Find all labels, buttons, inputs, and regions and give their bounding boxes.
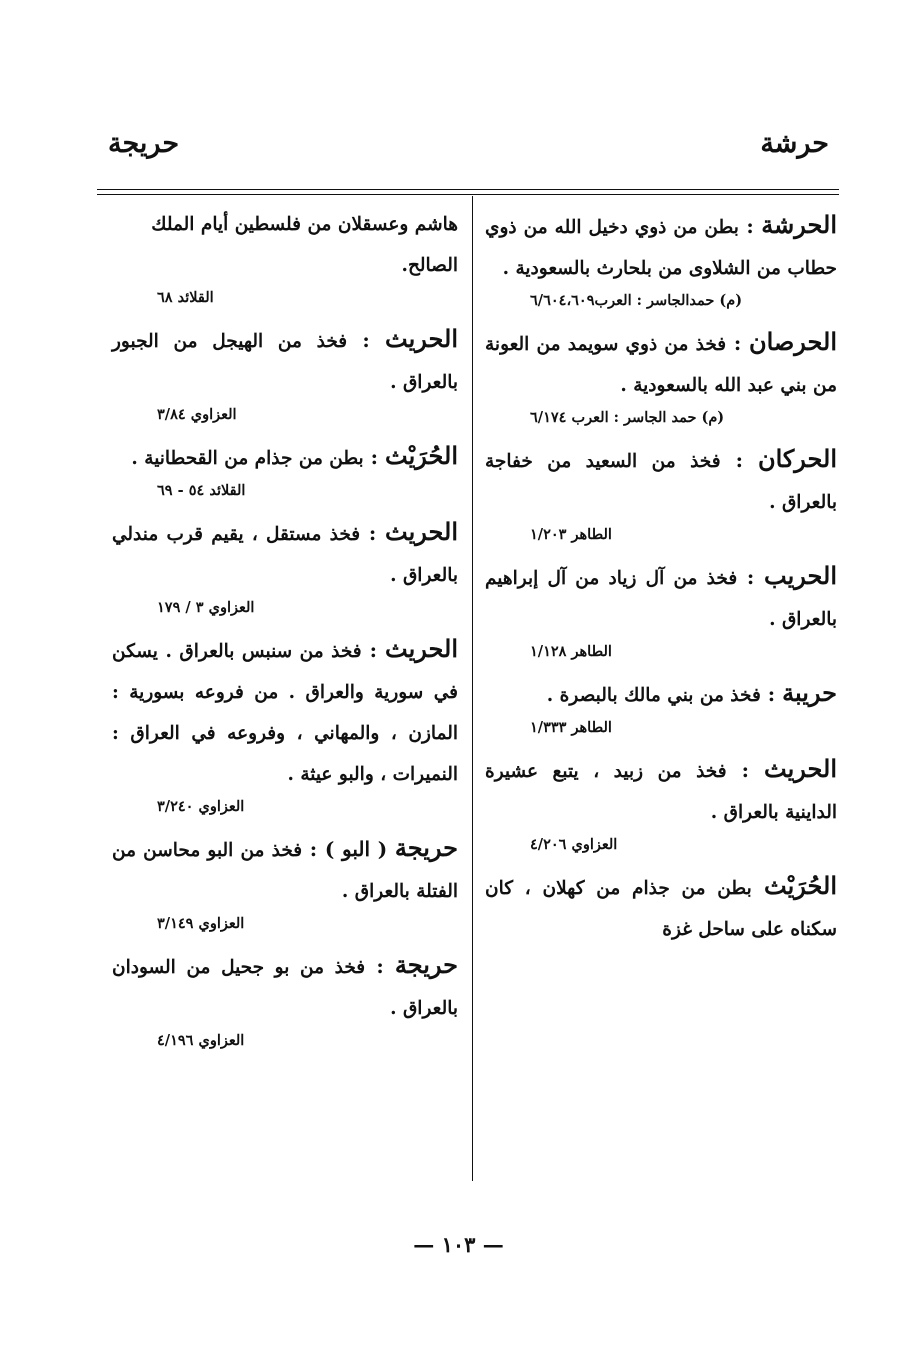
header-left-word: حريجة xyxy=(108,128,180,159)
entry xyxy=(485,321,837,432)
entry-body: بطن من ذوي دخيل الله من ذوي حطاب من الشلاوى من بلحارث بالسعودية . xyxy=(485,217,837,279)
entry-text xyxy=(485,555,837,640)
entry-source: العزاوي ٤/١٩٦ xyxy=(157,1032,245,1049)
entry-headword: الحرشة xyxy=(761,210,837,239)
header-rule-thin xyxy=(97,194,839,195)
entry-separator: : xyxy=(726,758,765,782)
entry-separator: : xyxy=(361,638,386,662)
entry-source: العزاوي ٣/٨٤ xyxy=(157,406,237,423)
entry-headword: حريجة xyxy=(394,950,458,979)
entry-source: العزاوي ٣ / ١٧٩ xyxy=(157,599,255,616)
entry-source: الطاهر ١/١٢٨ xyxy=(530,643,612,660)
header-right-word: حرشة xyxy=(760,128,829,159)
entry-body: فخذ مستقل ، يقيم قرب مندلي بالعراق . xyxy=(112,524,458,586)
entry-text xyxy=(485,748,837,833)
entry-headword: الحُرَيْث xyxy=(385,441,458,470)
entry-text xyxy=(112,944,458,1029)
entry-body: فخذ من بني مالك بالبصرة . xyxy=(546,685,761,706)
entry-text xyxy=(112,827,458,912)
entry-source: (م) حمدالجاسر : العرب٦/٦٠٤،٦٠٩ xyxy=(530,292,743,309)
entry-separator: : xyxy=(760,682,783,706)
entry-separator: : xyxy=(363,445,386,469)
entry-text xyxy=(485,321,837,406)
entry-text xyxy=(112,435,458,479)
entry-text xyxy=(112,318,458,403)
entry xyxy=(485,748,837,859)
entry-headword: الحريث xyxy=(764,754,837,783)
entry-text xyxy=(485,865,837,950)
entry-headword: الحريث xyxy=(385,517,459,546)
entry-source: العزاوي ٤/٢٠٦ xyxy=(530,836,618,853)
entry-source: القلائد ٦٨ xyxy=(157,289,214,306)
entry-source: الطاهر ١/٢٠٣ xyxy=(530,526,612,543)
entry xyxy=(112,827,458,938)
entry-headword: الحرصان xyxy=(748,327,838,356)
entry-separator: : xyxy=(737,565,765,589)
entry xyxy=(112,511,458,622)
entry-source: الطاهر ١/٣٣٣ xyxy=(530,719,612,736)
left-column xyxy=(112,204,458,1061)
entry-text xyxy=(112,628,458,795)
entry-text xyxy=(485,438,837,523)
entry-headword: الحريب xyxy=(764,561,837,590)
entry-text xyxy=(485,204,837,289)
entry xyxy=(485,438,837,549)
entry-text xyxy=(112,511,458,596)
entry xyxy=(112,435,458,505)
entry-body: فخذ من بو جحيل من السودان بالعراق . xyxy=(112,957,458,1019)
header-rule xyxy=(97,189,839,190)
entry-body: فخذ من آل زياد من آل إبراهيم بالعراق . xyxy=(485,568,837,630)
entry-body: فخذ من السعيد من خفاجة بالعراق . xyxy=(485,451,837,513)
entry-body: بطن من جذام من القحطانية . xyxy=(131,448,364,469)
entry-separator: : xyxy=(347,328,386,352)
entry xyxy=(112,944,458,1055)
entry xyxy=(485,555,837,666)
entry xyxy=(112,628,458,821)
entry-body: فخذ من سنبس بالعراق . يسكن في سورية والعراق . من فروعه بسورية : المازن ، والمهاني ، وفروعه في العراق : النميرات ، والبو عيثة . xyxy=(112,641,458,785)
entry-headword: حريجة xyxy=(394,833,459,862)
entry-separator: : xyxy=(720,448,758,472)
entry xyxy=(112,318,458,429)
entry-headword: الحريث xyxy=(385,324,459,353)
entry-separator: : xyxy=(360,521,386,545)
continuation-text: هاشم وعسقلان من فلسطين أيام الملك الصالح. xyxy=(151,214,458,276)
entry-continuation xyxy=(112,204,458,312)
entry-headword: الحركان xyxy=(757,444,838,473)
entry-body: فخذ من الهيجل من الجبور بالعراق . xyxy=(112,331,458,393)
entry-separator xyxy=(752,875,764,899)
entry-body: بطن من جذام من كهلان ، كان سكناه على ساحل غزة xyxy=(485,878,837,940)
entry xyxy=(485,204,837,315)
entry-text xyxy=(485,672,837,716)
entry-headword: الحُرَيْث xyxy=(764,871,837,900)
entry-headword: الحريث xyxy=(385,634,458,663)
entry xyxy=(485,865,837,950)
entry xyxy=(485,672,837,742)
entry-source: (م) حمد الجاسر : العرب ٦/١٧٤ xyxy=(530,409,725,426)
page-number: — ١٠٣ — xyxy=(413,1232,504,1257)
entry-separator: : xyxy=(365,954,395,978)
entry-source: القلائد ٥٤ - ٦٩ xyxy=(157,482,246,499)
entry-headword: حريبة xyxy=(782,678,837,707)
column-divider xyxy=(472,196,473,1181)
entry-separator: ( البو ) : xyxy=(302,837,395,861)
entry-body: فخذ من البو محاسن من الفتلة بالعراق . xyxy=(112,840,458,902)
entry-separator: : xyxy=(726,331,749,355)
entry-separator: : xyxy=(738,214,762,238)
right-column xyxy=(485,204,837,954)
entry-source: العزاوي ٣/١٤٩ xyxy=(157,915,245,932)
entry-source: العزاوي ٣/٢٤٠ xyxy=(157,798,245,815)
entry-body: فخذ من ذوي سويمد من العونة من بني عبد الله بالسعودية . xyxy=(485,334,837,396)
entry-body: فخذ من زبيد ، يتبع عشيرة الداينية بالعراق . xyxy=(485,761,837,823)
